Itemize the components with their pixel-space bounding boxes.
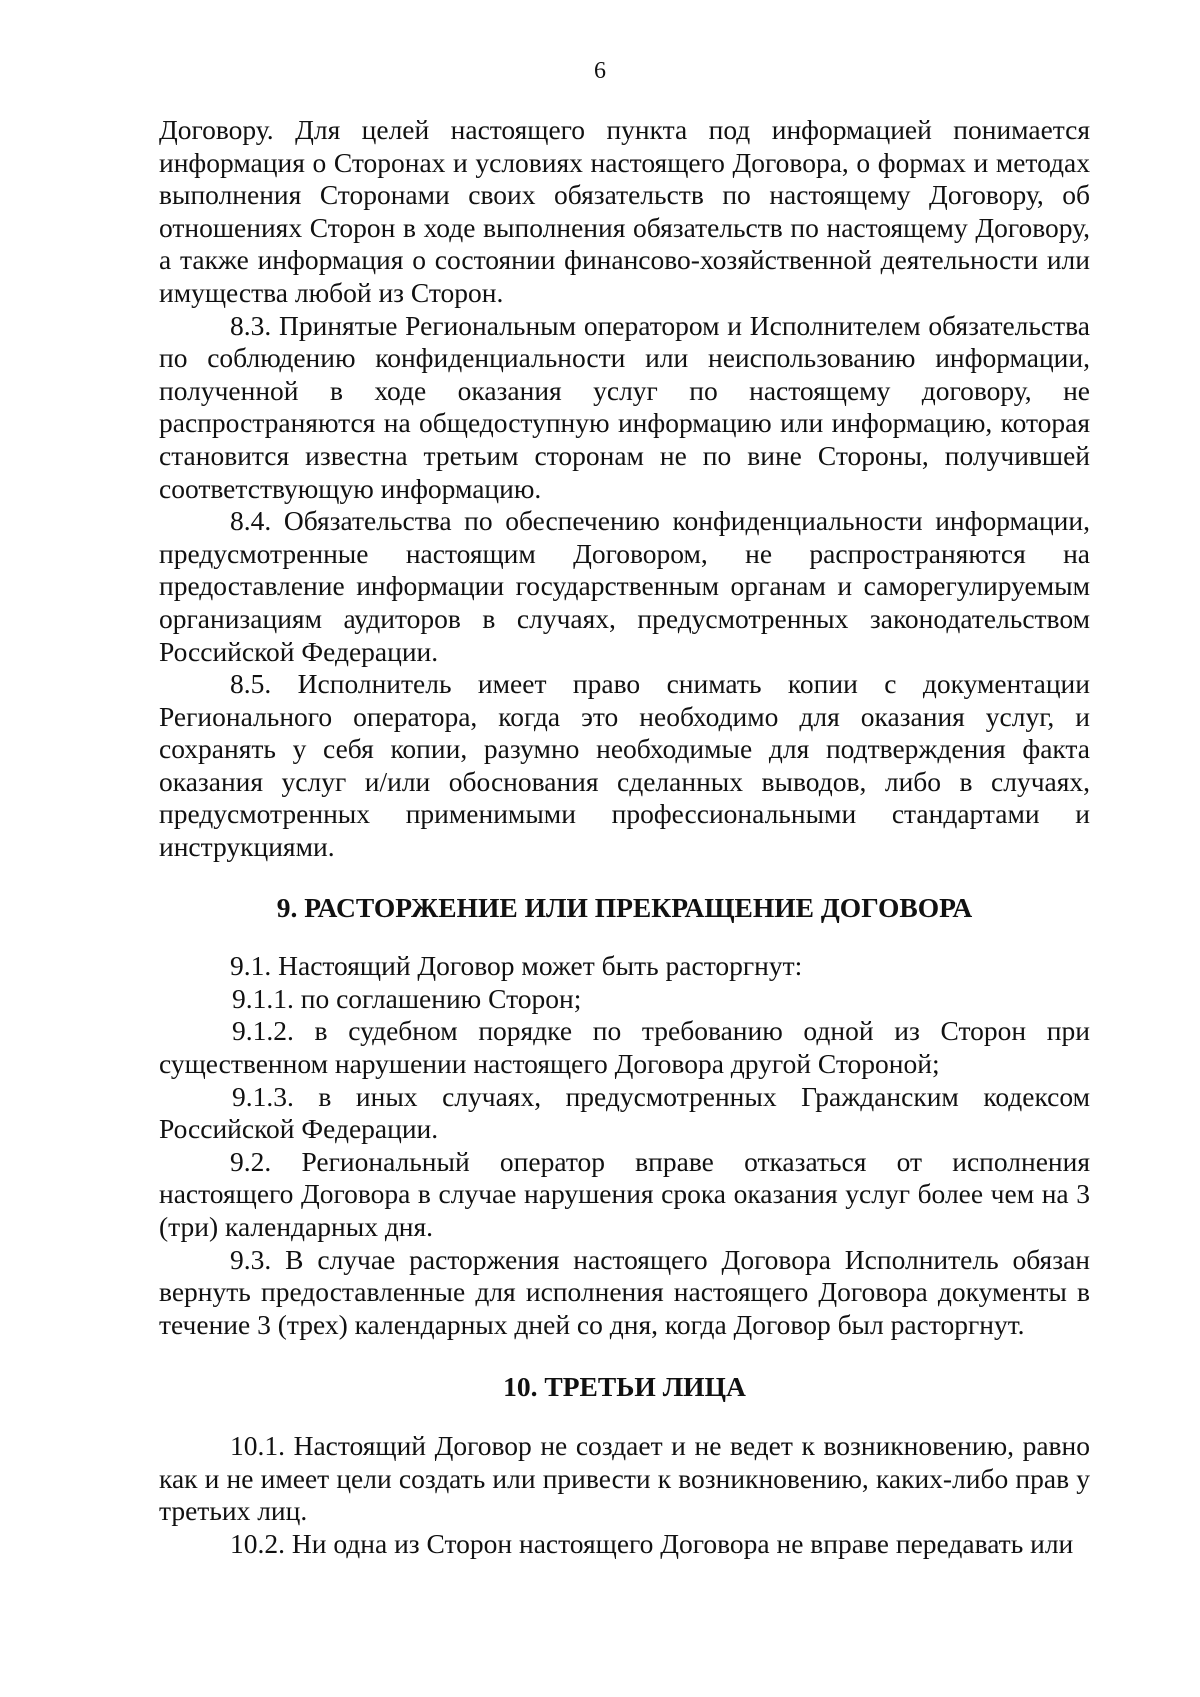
paragraph-8-3: 8.3. Принятые Региональным оператором и Исполнителем обязательства по соблюдению конфиденциальности или неиспользованию информации, полученной в ходе оказания услуг по настоящему договору, не распространяются на общедоступную информацию или информацию, которая становится известна третьим сторонам не по вине Стороны, получившей соответствующую информацию. xyxy=(159,309,1090,504)
paragraph-10-1: 10.1. Настоящий Договор не создает и не ведет к возникновению, равно как и не имеет цели создать или привести к возникновению, каких-либо прав у третьих лиц. xyxy=(159,1429,1090,1527)
paragraph-9-1-2: 9.1.2. в судебном порядке по требованию одной из Сторон при существенном нарушении настоящего Договора другой Стороной; xyxy=(159,1015,1090,1080)
page-number: 6 xyxy=(594,58,606,84)
paragraph-8-4: 8.4. Обязательства по обеспечению конфиденциальности информации, предусмотренные настоящим Договором, не распространяются на предоставление информации государственным органам и саморегулируемым организациям аудиторов в случаях, предусмотренных законодательством Российской Федерации. xyxy=(159,505,1090,667)
section-9-heading: 9. РАСТОРЖЕНИЕ ИЛИ ПРЕКРАЩЕНИЕ ДОГОВОРА xyxy=(276,891,973,923)
paragraph-8-5: 8.5. Исполнитель имеет право снимать копии с документации Регионального оператора, когда это необходимо для оказания услуг, и сохранять у себя копии, разумно необходимые для подтверждения факта оказания услуг и/или обоснования сделанных выводов, либо в случаях, предусмотренных применимыми профессиональными стандартами и инструкциями. xyxy=(159,668,1090,863)
paragraph-9-1: 9.1. Настоящий Договор может быть расторгнут: xyxy=(230,950,803,982)
paragraph-10-2: 10.2. Ни одна из Сторон настоящего Договора не вправе передавать или xyxy=(230,1527,1074,1559)
paragraph-8-2-continuation: Договору. Для целей настоящего пункта под информацией понимается информация о Сторонах и условиях настоящего Договора, о формах и методах выполнения Сторонами своих обязательств по настоящему Договору, об отношениях Сторон в ходе выполнения обязательств по настоящему Договору, а также информация о состоянии финансово-хозяйственной деятельности или имущества любой из Сторон. xyxy=(159,114,1090,308)
paragraph-9-3: 9.3. В случае расторжения настоящего Договора Исполнитель обязан вернуть предоставленные для исполнения настоящего Договора документы в течение 3 (трех) календарных дней со дня, когда Договор был расторгнут. xyxy=(159,1243,1090,1340)
paragraph-9-1-1: 9.1.1. по соглашению Сторон; xyxy=(232,982,582,1014)
section-10-heading: 10. ТРЕТЬИ ЛИЦА xyxy=(503,1371,746,1403)
paragraph-9-1-3: 9.1.3. в иных случаях, предусмотренных Гражданским кодексом Российской Федерации. xyxy=(159,1080,1090,1145)
document-body xyxy=(159,114,1090,1560)
paragraph-9-2: 9.2. Региональный оператор вправе отказаться от исполнения настоящего Договора в случае нарушения срока оказания услуг более чем на 3 (три) календарных дня. xyxy=(159,1145,1090,1242)
